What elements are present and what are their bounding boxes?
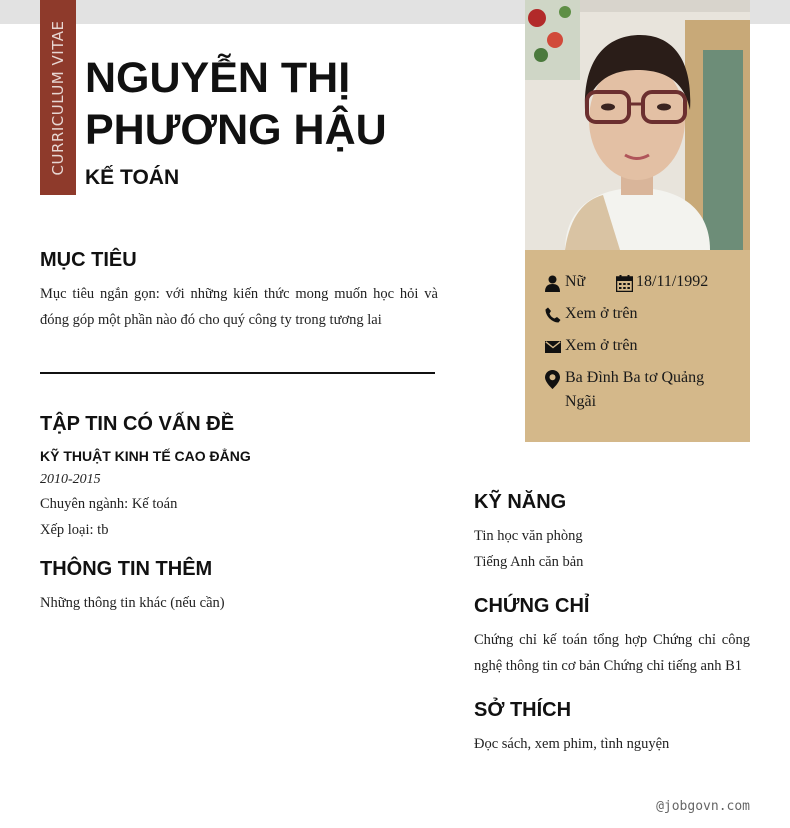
certificates-heading: CHỨNG CHỈ [474,595,590,617]
calendar-icon [616,275,633,292]
address-value: Ba Đình Ba tơ Quảng Ngãi [565,369,705,410]
objective-text: Mục tiêu ngắn gọn: với những kiến thức mong muốn học hỏi và đóng góp một phần nào đó cho quý công ty trong tương lai [40,286,438,328]
mail-icon [545,340,561,354]
hobbies-heading: SỞ THÍCH [474,699,572,721]
phone-icon [545,307,561,323]
objective-heading: MỤC TIÊU [40,249,137,271]
name-line-1: NGUYỄN THỊ [85,54,351,102]
phone-value: Xem ở trên [565,305,638,322]
gender-row [545,270,585,294]
education-years: 2010-2015 [40,472,101,487]
profile-photo [525,0,750,250]
certificates-text: Chứng chỉ kế toán tổng hợp Chứng chỉ công nghệ thông tin cơ bản Chứng chỉ tiếng anh B1 [474,632,750,674]
job-title: KẾ TOÁN [85,166,180,189]
name-line-2: PHƯƠNG HẬU [85,106,387,154]
skill-item: Tiếng Anh căn bản [474,554,584,570]
address-row [545,366,735,414]
person-icon [545,275,560,292]
education-heading: TẬP TIN CÓ VẤN ĐỀ [40,413,235,435]
location-pin-icon [545,370,560,389]
email-value: Xem ở trên [565,337,638,354]
watermark: @jobgovn.com [656,799,750,814]
section-divider [40,372,435,374]
hobbies-text: Đọc sách, xem phim, tình nguyện [474,736,670,752]
birthdate-row [616,270,708,294]
curriculum-vitae-label: CURRICULUM VITAE [49,20,67,175]
email-row [545,334,637,358]
education-major: Chuyên ngành: Kế toán [40,496,178,512]
phone-row [545,302,637,326]
gender-value: Nữ [565,273,586,290]
skills-heading: KỸ NĂNG [474,491,567,513]
more-info-text: Những thông tin khác (nếu cần) [40,595,225,611]
personal-info-panel [525,250,750,442]
skill-item: Tin học văn phòng [474,528,583,544]
education-school: KỸ THUẬT KINH TẾ CAO ĐẲNG [40,448,251,464]
candidate-name [85,52,505,156]
birthdate-value: 18/11/1992 [636,273,709,290]
more-info-heading: THÔNG TIN THÊM [40,558,213,580]
curriculum-vitae-tag [40,0,76,195]
education-rank: Xếp loại: tb [40,522,109,538]
